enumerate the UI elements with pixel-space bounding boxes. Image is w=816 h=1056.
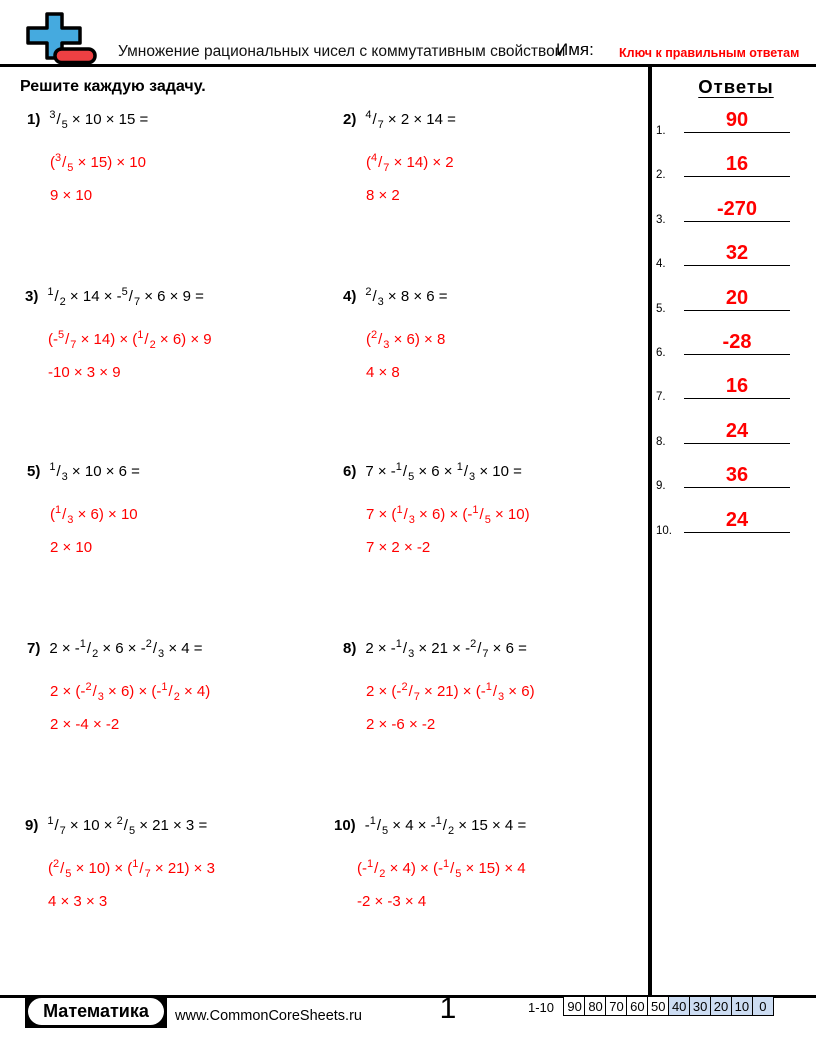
subject-badge [25, 995, 167, 1028]
answer-row-8 [656, 418, 796, 448]
problem-number: 8) [343, 640, 357, 657]
problem-number: 10) [334, 817, 356, 834]
problem-question: $7 \times -^1/_5 \times 6 \times ^1/_3 \times 10$ = [365, 461, 522, 483]
answer-number: 4. [656, 258, 666, 270]
score-cell: 80 [584, 996, 607, 1016]
answer-value: 20 [725, 287, 749, 309]
score-cell: 30 [689, 996, 712, 1016]
answer-line [684, 108, 790, 133]
answer-value: 36 [725, 464, 749, 486]
problem-6 [343, 452, 655, 562]
answer-value: 32 [725, 242, 749, 264]
score-cell: 50 [647, 996, 670, 1016]
answer-number: 5. [656, 303, 666, 315]
answer-line [684, 419, 790, 444]
problem-work-line-1: $(^2/_3 \times 6) \times 8$ [366, 329, 446, 351]
answer-row-6 [656, 329, 796, 359]
page-number: 1 [439, 992, 457, 1025]
answer-line [684, 463, 790, 488]
problem-work-line-1: $(^3/_5 \times 15) \times 10$ [50, 152, 146, 174]
problem-3 [25, 277, 337, 387]
problem-2 [343, 100, 655, 210]
problem-number: 2) [343, 111, 357, 128]
problem-number: 9) [25, 817, 39, 834]
answer-value: -270 [716, 198, 758, 220]
problem-work-line-1: $7 \times (^1/_3 \times 6) \times (-^1/_5 \times 10)$ [366, 504, 530, 526]
answer-row-4 [656, 240, 796, 270]
score-cell: 10 [731, 996, 754, 1016]
instructions-text: Решите каждую задачу. [20, 78, 206, 95]
answer-value: 16 [725, 375, 749, 397]
answer-row-10 [656, 507, 796, 537]
problem-number: 6) [343, 463, 357, 480]
problem-number: 3) [25, 288, 39, 305]
answer-line [684, 374, 790, 399]
answer-line [684, 286, 790, 311]
answer-number: 7. [656, 391, 666, 403]
score-cell: 90 [563, 996, 586, 1016]
website-url: www.CommonCoreSheets.ru [175, 1008, 362, 1024]
answer-value: -28 [722, 331, 752, 353]
answer-value: 16 [725, 153, 749, 175]
problem-work-line-1: $(-^1/_2 \times 4) \times (-^1/_5 \times 15) \times 4$ [357, 858, 526, 880]
problem-number: 4) [343, 288, 357, 305]
problem-work-line-2: 7 × 2 × -2 [366, 539, 431, 556]
problem-work-line-2: 2 × 10 [50, 539, 93, 556]
problem-work-line-2: 4 × 3 × 3 [48, 893, 108, 910]
answer-row-7 [656, 373, 796, 403]
answer-value: 90 [725, 109, 749, 131]
score-table [565, 996, 774, 1016]
problem-question: $^1/_3 \times 10 \times 6$ = [49, 461, 140, 483]
answer-number: 6. [656, 347, 666, 359]
answer-number: 9. [656, 480, 666, 492]
problem-work-line-2: -10 × 3 × 9 [48, 364, 121, 381]
problem-work-line-2: 8 × 2 [366, 187, 400, 204]
score-scale-label: 1-10 [528, 1000, 555, 1015]
problem-question: $^1/_2 \times 14 \times -^5/_7 \times 6 \times 9$ = [47, 286, 204, 308]
answer-row-1 [656, 107, 796, 137]
subject-label: Математика [28, 998, 164, 1025]
score-cell: 20 [710, 996, 733, 1016]
answer-number: 2. [656, 169, 666, 181]
answer-row-3 [656, 196, 796, 226]
answer-key-label: Ключ к правильным ответам [619, 46, 800, 60]
problem-question: $-^1/_5 \times 4 \times -^1/_2 \times 15 \times 4$ = [364, 815, 527, 837]
problem-10 [334, 806, 646, 916]
problem-1 [27, 100, 339, 210]
answer-number: 10. [656, 525, 672, 537]
score-cell: 70 [605, 996, 628, 1016]
problem-4 [343, 277, 655, 387]
problem-work-line-2: -2 × -3 × 4 [357, 893, 427, 910]
answer-row-5 [656, 285, 796, 315]
problem-work-line-1: $(^4/_7 \times 14) \times 2$ [366, 152, 454, 174]
answer-value: 24 [725, 420, 749, 442]
answers-title: Ответы [698, 76, 774, 97]
problem-question: $^1/_7 \times 10 \times ^2/_5 \times 21 \times 3$ = [47, 815, 208, 837]
problem-question: $^2/_3 \times 8 \times 6$ = [365, 286, 448, 308]
answer-line [684, 330, 790, 355]
problem-question: $2 \times -^1/_3 \times 21 \times -^2/_7 \times 6$ = [365, 638, 527, 660]
problem-work-line-2: 2 × -6 × -2 [366, 716, 436, 733]
problem-9 [25, 806, 337, 916]
problem-work-line-2: 2 × -4 × -2 [50, 716, 120, 733]
problem-number: 1) [27, 111, 41, 128]
problem-work-line-2: 9 × 10 [50, 187, 93, 204]
problem-work-line-1: $2 \times (-^2/_3 \times 6) \times (-^1/_2 \times 4)$ [50, 681, 211, 703]
problem-work-line-1: $(-^5/_7 \times 14) \times (^1/_2 \times 6) \times 9$ [48, 329, 212, 351]
header-rule [0, 64, 816, 67]
problem-question: $^4/_7 \times 2 \times 14$ = [365, 109, 456, 131]
score-cell: 60 [626, 996, 649, 1016]
name-label: Имя: [556, 40, 594, 59]
problem-number: 7) [27, 640, 41, 657]
answer-line [684, 197, 790, 222]
problem-work-line-1: $(^1/_3 \times 6) \times 10$ [50, 504, 138, 526]
score-cell: 40 [668, 996, 691, 1016]
answer-row-9 [656, 462, 796, 492]
problem-number: 5) [27, 463, 41, 480]
score-cell: 0 [752, 996, 775, 1016]
answer-number: 8. [656, 436, 666, 448]
problem-7 [27, 629, 339, 739]
answer-line [684, 152, 790, 177]
problem-8 [343, 629, 655, 739]
problem-5 [27, 452, 339, 562]
problem-work-line-2: 4 × 8 [366, 364, 400, 381]
problem-work-line-1: $2 \times (-^2/_7 \times 21) \times (-^1/_3 \times 6)$ [366, 681, 535, 703]
answer-number: 3. [656, 214, 666, 226]
answer-row-2 [656, 151, 796, 181]
problem-question: $^3/_5 \times 10 \times 15$ = [49, 109, 149, 131]
worksheet-title: Умножение рациональных чисел с коммутативным свойством [118, 43, 566, 60]
answer-value: 24 [725, 509, 749, 531]
answer-line [684, 508, 790, 533]
answer-line [684, 241, 790, 266]
problem-question: $2 \times -^1/_2 \times 6 \times -^2/_3 \times 4$ = [49, 638, 203, 660]
problem-work-line-1: $(^2/_5 \times 10) \times (^1/_7 \times 21) \times 3$ [48, 858, 215, 880]
answer-number: 1. [656, 125, 666, 137]
